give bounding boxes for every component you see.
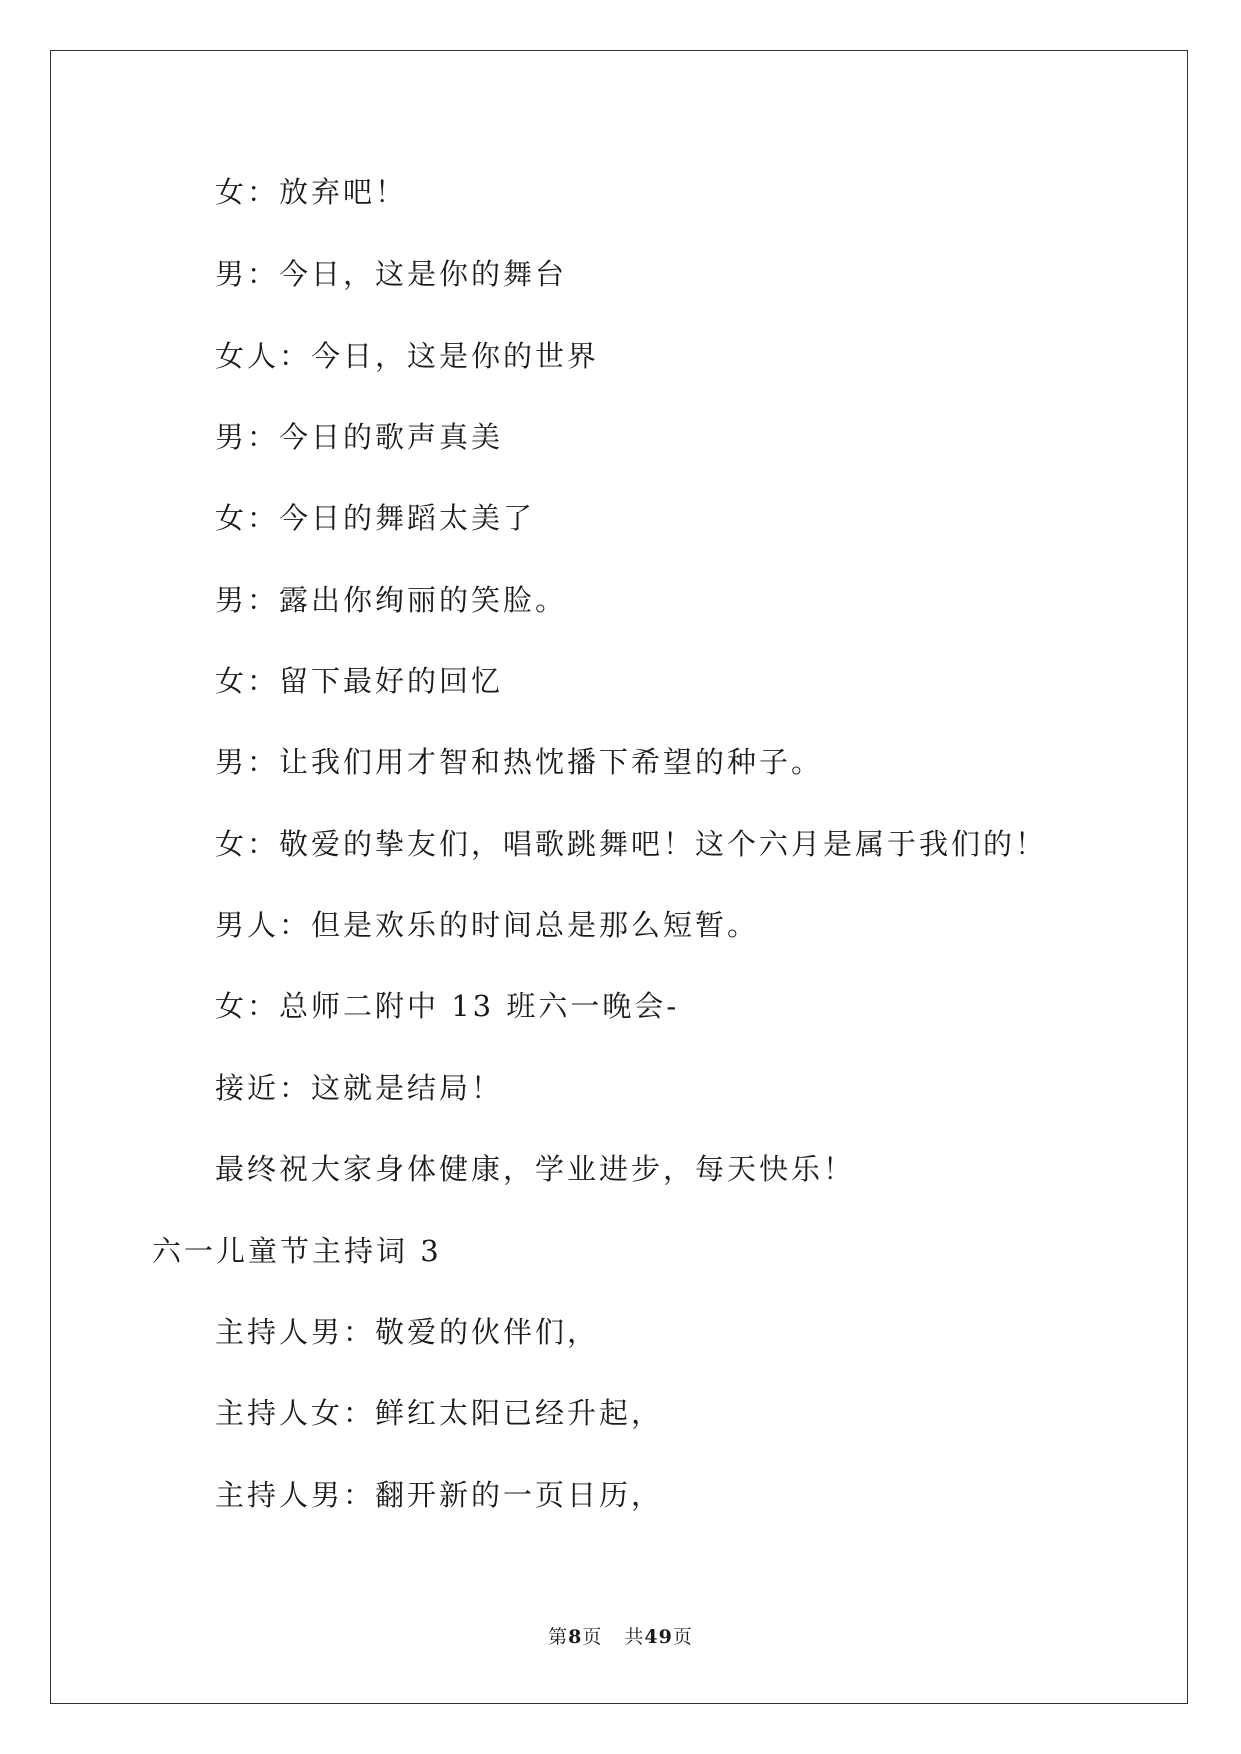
total-suffix: 页	[672, 1626, 693, 1648]
page-prefix: 第	[548, 1626, 569, 1648]
total-prefix: 共	[624, 1626, 645, 1648]
dialogue-line: 主持人男：敬爱的伙伴们，	[215, 1315, 600, 1349]
dialogue-line: 男：让我们用才智和热忱播下希望的种子。	[215, 745, 824, 779]
dialogue-line: 女人：今日，这是你的世界	[215, 339, 600, 373]
dialogue-line: 男：今日，这是你的舞台	[215, 257, 568, 291]
dialogue-line: 女：敬爱的挚友们，唱歌跳舞吧！这个六月是属于我们的！	[215, 827, 1048, 861]
dialogue-line: 女：放弃吧！	[215, 175, 408, 209]
closing-line: 最终祝大家身体健康，学业进步，每天快乐！	[215, 1152, 856, 1186]
dialogue-line: 主持人女：鲜红太阳已经升起，	[215, 1396, 664, 1430]
dialogue-line: 男：露出你绚丽的笑脸。	[215, 583, 568, 617]
dialogue-line: 女：留下最好的回忆	[215, 664, 504, 698]
dialogue-line: 女：今日的舞蹈太美了	[215, 501, 536, 535]
page-number: 8	[568, 1626, 583, 1648]
dialogue-line: 男：今日的歌声真美	[215, 420, 504, 454]
page-footer	[0, 1625, 1241, 1649]
dialogue-line: 接近：这就是结局！	[215, 1071, 504, 1105]
dialogue-line: 主持人男：翻开新的一页日历，	[215, 1478, 664, 1512]
dialogue-line: 女：总师二附中 13 班六一晚会-	[215, 989, 680, 1023]
page-suffix: 页	[582, 1626, 603, 1648]
dialogue-line: 男人：但是欢乐的时间总是那么短暂。	[215, 908, 760, 942]
total-pages: 49	[644, 1626, 673, 1648]
page-border	[50, 50, 1188, 1704]
section-heading: 六一儿童节主持词 3	[152, 1234, 442, 1268]
